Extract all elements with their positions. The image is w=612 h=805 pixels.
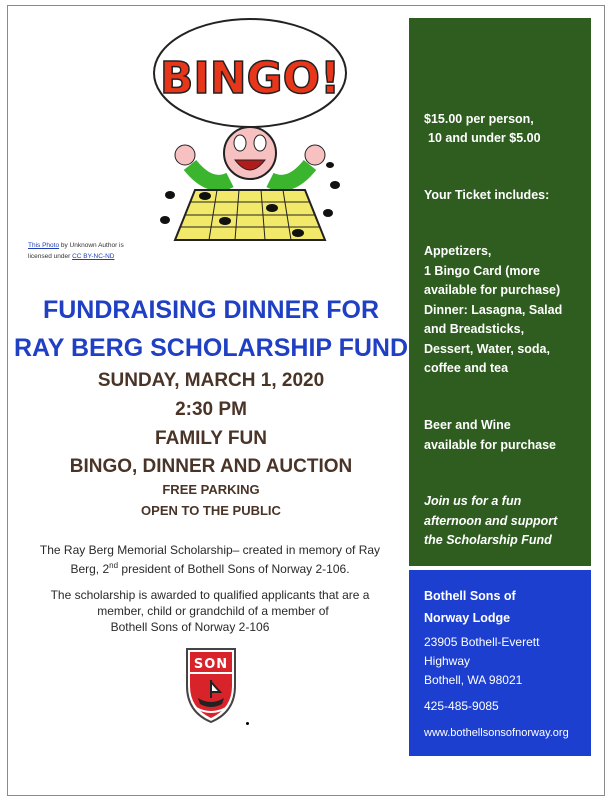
description-p2-line1: The scholarship is awarded to qualified applicants that are a xyxy=(50,588,370,602)
event-date: SUNDAY, MARCH 1, 2020 xyxy=(97,370,325,391)
beer-line-2: available for purchase xyxy=(424,437,557,452)
event-activities: BINGO, DINNER AND AUCTION xyxy=(69,456,353,477)
beer-wine-note xyxy=(424,416,585,455)
included-item: available for purchase) xyxy=(424,283,561,297)
sons-of-norway-logo xyxy=(184,646,238,724)
description-p1-line2b: president of Bothell Sons of Norway 2-106. xyxy=(118,562,350,576)
description-paragraph-2 xyxy=(30,587,390,635)
price-line-1: $15.00 per person, xyxy=(424,112,534,126)
join-line: afternoon and support xyxy=(424,513,558,528)
event-public: OPEN TO THE PUBLIC xyxy=(141,503,281,518)
description-p1-line2a: Berg, 2 xyxy=(70,562,110,576)
lodge-name xyxy=(424,585,583,629)
event-tagline: FAMILY FUN xyxy=(155,428,267,449)
description-p2-line3: Bothell Sons of Norway 2-106 xyxy=(110,620,270,634)
credit-by-text: by Unknown Author is xyxy=(59,242,124,249)
event-parking: FREE PARKING xyxy=(162,482,260,497)
description-p1-line1: The Ray Berg Memorial Scholarship– created in memory of Ray xyxy=(39,543,381,557)
join-line: the Scholarship Fund xyxy=(424,533,552,547)
address-line-3: Bothell, WA 98021 xyxy=(424,673,523,687)
included-item: Dinner: Lasagna, Salad xyxy=(424,302,563,317)
included-items xyxy=(424,242,585,379)
lodge-address xyxy=(424,633,583,690)
bingo-clipart-text: BINGO! xyxy=(159,53,341,104)
ordinal-suffix: nd xyxy=(109,561,119,570)
credit-licensed-text: licensed under xyxy=(28,253,73,260)
contact-panel xyxy=(409,570,591,756)
photo-credit xyxy=(28,240,158,262)
photo-link[interactable]: This Photo xyxy=(28,242,60,249)
license-link[interactable]: CC BY-NC-ND xyxy=(72,253,115,260)
join-line: Join us for a fun xyxy=(424,494,522,508)
logo-text: SON xyxy=(193,657,229,672)
includes-heading: Your Ticket includes: xyxy=(424,188,550,202)
description-paragraph-1 xyxy=(30,542,390,577)
included-item: Dessert, Water, soda, xyxy=(424,341,550,356)
headline-line1: FUNDRAISING DINNER FOR xyxy=(42,296,380,324)
price-line-2: 10 and under $5.00 xyxy=(428,131,541,145)
address-line-1: 23905 Bothell-Everett xyxy=(424,635,540,649)
ticket-info-panel xyxy=(409,18,591,566)
bingo-clipart xyxy=(150,15,350,247)
included-item: coffee and tea xyxy=(424,361,509,375)
stray-dot xyxy=(246,722,249,725)
join-us-note xyxy=(424,492,585,551)
included-item: 1 Bingo Card (more xyxy=(424,263,540,278)
lodge-phone: 425-485-9085 xyxy=(424,699,499,713)
event-time: 2:30 PM xyxy=(175,399,247,420)
lodge-name-line-1: Bothell Sons of xyxy=(424,589,516,603)
beer-line-1: Beer and Wine xyxy=(424,418,511,432)
lodge-name-line-2: Norway Lodge xyxy=(424,611,511,625)
headline-line2: RAY BERG SCHOLARSHIP FUND xyxy=(13,334,409,362)
address-line-2: Highway xyxy=(424,654,471,668)
included-item: and Breadsticks, xyxy=(424,322,525,336)
description-p2-line2: member, child or grandchild of a member of xyxy=(97,604,329,618)
lodge-website[interactable]: www.bothellsonsofnorway.org xyxy=(424,727,569,739)
included-item: Appetizers, xyxy=(424,244,492,258)
